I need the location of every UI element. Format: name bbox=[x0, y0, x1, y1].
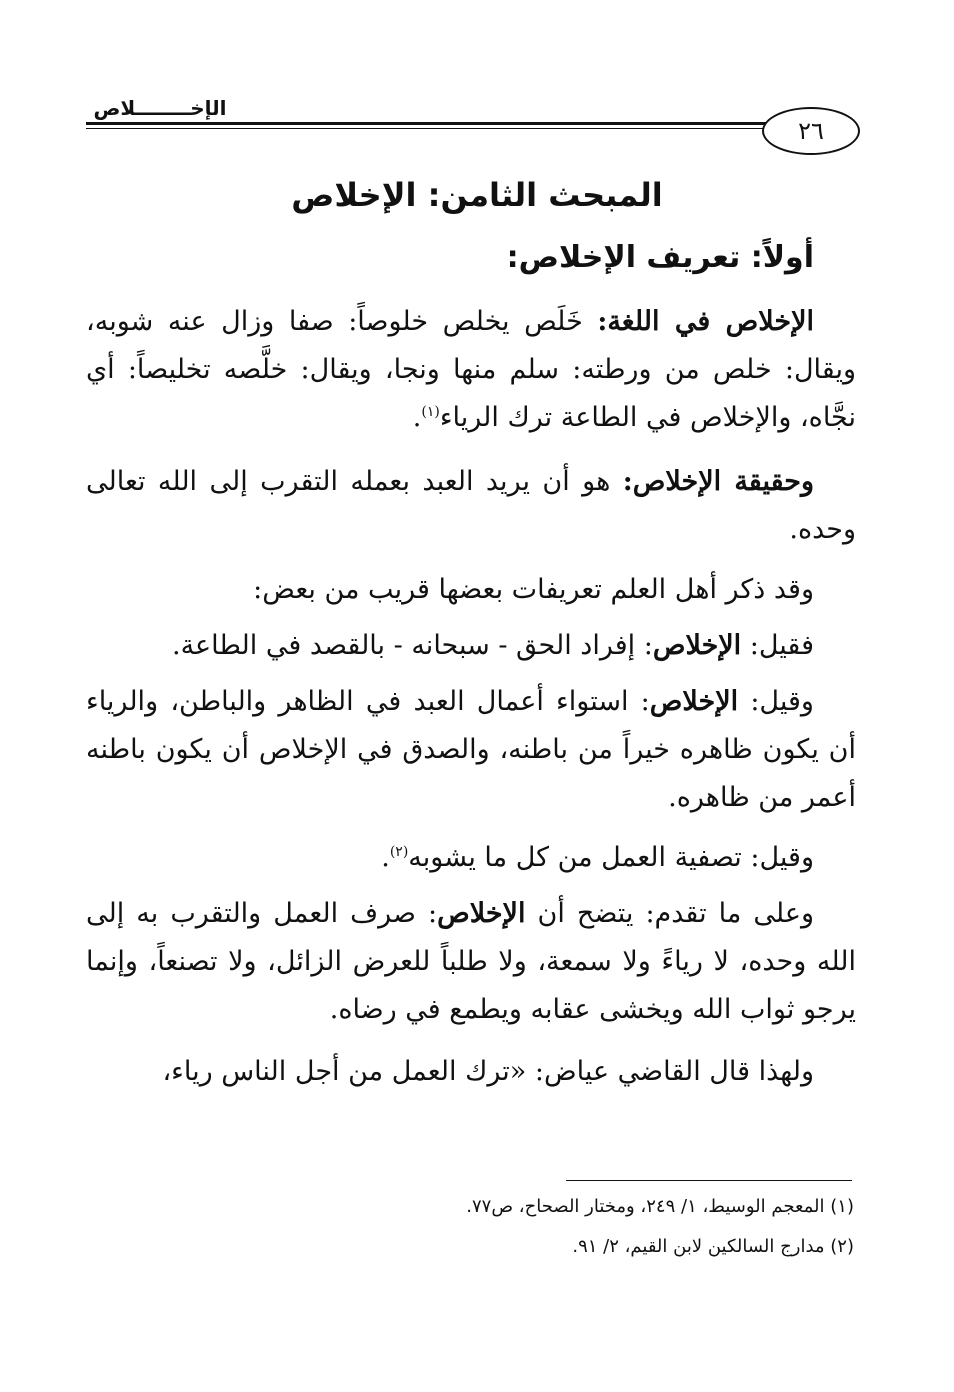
paragraph-pre: وقيل: bbox=[738, 686, 814, 717]
paragraph-pre: فقيل: bbox=[741, 630, 814, 661]
paragraph-text: : استواء أعمال العبد في الظاهر والباطن، والرياء أن يكون ظاهره خيراً من باطنه، والصدق في الإخلاص أن يكون باطنه أعمر من ظاهره. bbox=[86, 686, 856, 813]
section-title: أولاً: تعريف الإخلاص: bbox=[506, 240, 814, 275]
paragraph-text: خَلَص يخلص خلوصاً: صفا وزال عنه شوبه، ويقال: خلص من ورطته: سلم منها ونجا، ويقال: خلَّصه تخليصاً: أي نجَّاه، والإخلاص في الطاعة ترك الرياء bbox=[86, 306, 856, 433]
running-title: الإخــــــــلاص bbox=[93, 96, 227, 120]
paragraph-intro-definitions bbox=[86, 566, 856, 614]
paragraph-essence bbox=[86, 458, 856, 554]
paragraph-end: . bbox=[381, 842, 390, 873]
term-lead: الإخلاص bbox=[649, 686, 739, 717]
paragraph-conclusion bbox=[86, 890, 856, 1034]
paragraph-text: وقد ذكر أهل العلم تعريفات بعضها قريب من بعض: bbox=[253, 574, 814, 605]
header-rule bbox=[86, 122, 766, 125]
footnote-2: (٢) مدارج السالكين لابن القيم، ٢/ ٩١. bbox=[572, 1236, 854, 1257]
term-lead: الإخلاص في اللغة: bbox=[597, 306, 814, 337]
chapter-title: المبحث الثامن: الإخلاص bbox=[291, 176, 663, 214]
paragraph-definition-3 bbox=[86, 834, 856, 882]
paragraph-qadi-iyad bbox=[86, 1048, 856, 1096]
paragraph-pre: وعلى ما تقدم: يتضح أن bbox=[525, 898, 814, 929]
paragraph-text: : صرف العمل والتقرب به إلى الله وحده، لا رياءً ولا سمعة، ولا طلباً للعرض الزائل، ولا تصنعاً، وإنما يرجو ثواب الله ويخشى عقابه ويطمع في رضاه. bbox=[86, 898, 856, 1025]
header-rule-thin bbox=[86, 128, 766, 129]
paragraph-definition-language bbox=[86, 298, 856, 442]
term-lead: الإخلاص bbox=[652, 630, 742, 661]
paragraph-definition-1 bbox=[86, 622, 856, 670]
footnote-1: (١) المعجم الوسيط، ١/ ٢٤٩، ومختار الصحاح، ص٧٧. bbox=[466, 1196, 854, 1217]
footnote-separator bbox=[566, 1180, 852, 1181]
page-number: ٢٦ bbox=[762, 107, 860, 155]
paragraph-definition-2 bbox=[86, 678, 856, 822]
term-lead: الإخلاص bbox=[437, 898, 526, 929]
paragraph-text: : إفراد الحق - سبحانه - بالقصد في الطاعة. bbox=[171, 630, 653, 661]
paragraph-text: ولهذا قال القاضي عياض: «ترك العمل من أجل الناس رياء، bbox=[162, 1056, 814, 1087]
paragraph-text: وقيل: تصفية العمل من كل ما يشوبه bbox=[408, 842, 814, 873]
term-lead: وحقيقة الإخلاص: bbox=[622, 466, 814, 497]
footnote-ref-1: (١) bbox=[421, 404, 440, 420]
paragraph-end: . bbox=[412, 402, 422, 433]
footnote-ref-2: (٢) bbox=[389, 844, 409, 860]
paragraph-text: هو أن يريد العبد بعمله التقرب إلى الله تعالى وحده. bbox=[86, 466, 856, 545]
